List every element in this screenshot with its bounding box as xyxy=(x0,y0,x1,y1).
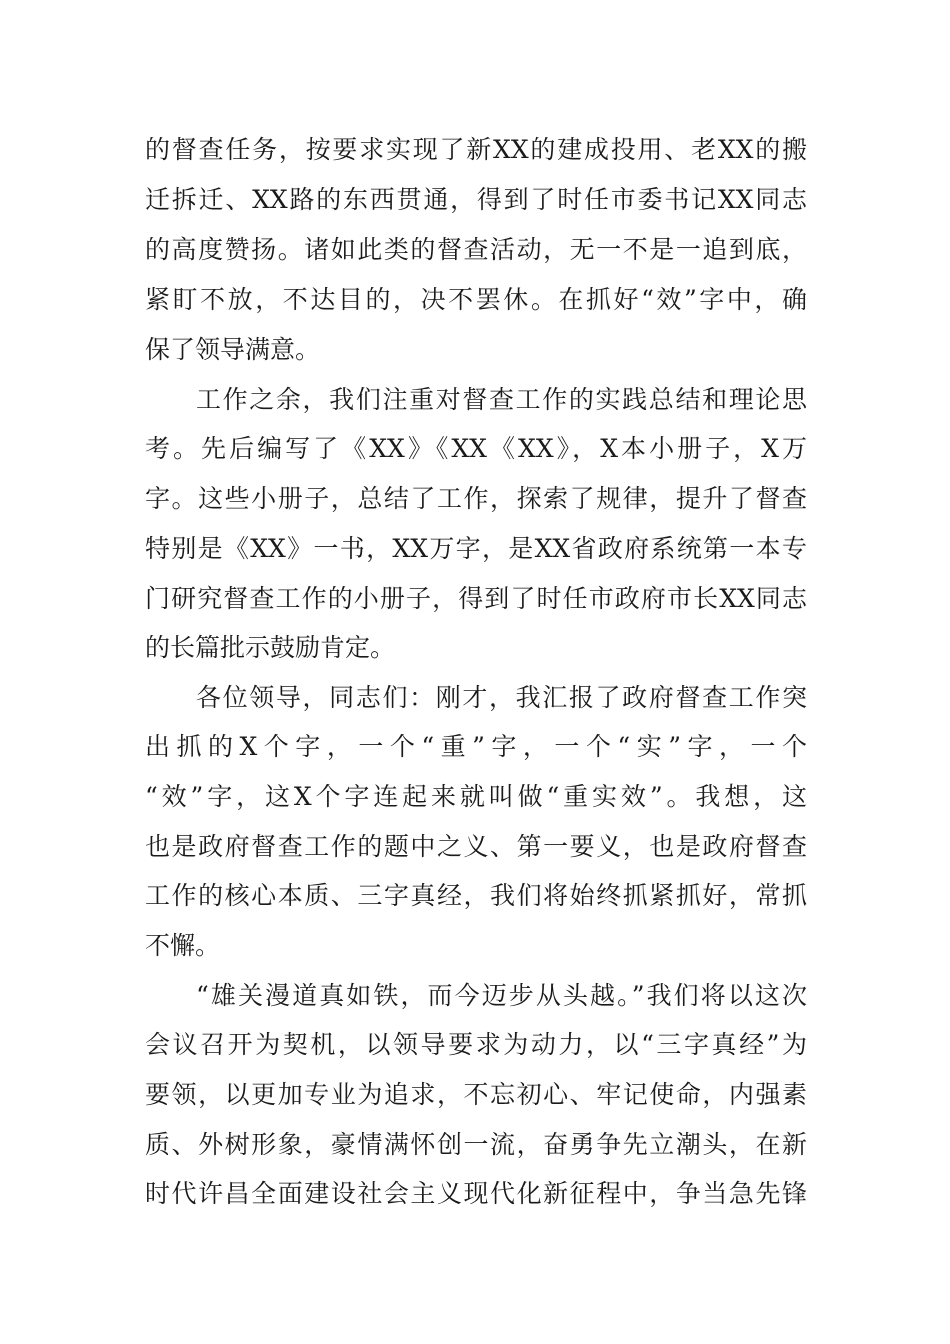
text-line: 紧盯不放，不达目的，决不罢休。在抓好“效”字中，确 xyxy=(145,285,807,314)
text-line: 出抓的X个字，一个“重”字，一个“实”字，一个 xyxy=(145,732,807,761)
text-line: 保了领导满意。 xyxy=(145,335,321,364)
text-line: 质、外树形象，豪情满怀创一流，奋勇争先立潮头，在新 xyxy=(145,1130,807,1159)
paragraph-first-line: 各位领导，同志们：刚才，我汇报了政府督查工作突 xyxy=(196,683,807,712)
text-line: 特别是《XX》一书，XX万字，是XX省政府系统第一本专 xyxy=(145,534,807,563)
text-line: 迁拆迁、XX路的东西贯通，得到了时任市委书记XX同志 xyxy=(145,185,807,214)
text-line: “效”字，这X个字连起来就叫做“重实效”。我想，这 xyxy=(145,782,807,811)
paragraph-first-line: 工作之余，我们注重对督查工作的实践总结和理论思 xyxy=(196,385,807,414)
text-line: 门研究督查工作的小册子，得到了时任市政府市长XX同志 xyxy=(145,584,807,613)
text-line: 字。这些小册子，总结了工作，探索了规律，提升了督查 xyxy=(145,484,807,513)
text-line: 会议召开为契机，以领导要求为动力，以“三字真经”为 xyxy=(145,1030,807,1059)
text-line: 的长篇批示鼓励肯定。 xyxy=(145,633,396,662)
text-line: 要领，以更加专业为追求，不忘初心、牢记使命，内强素 xyxy=(145,1080,807,1109)
text-line: 不懈。 xyxy=(145,931,221,960)
text-line: 考。先后编写了《XX》《XX《XX》，X本小册子，X万 xyxy=(145,434,807,463)
text-line: 的高度赞扬。诸如此类的督查活动，无一不是一追到底， xyxy=(145,235,807,264)
text-line: 时代许昌全面建设社会主义现代化新征程中，争当急先锋 xyxy=(145,1179,807,1208)
text-line: 工作的核心本质、三字真经，我们将始终抓紧抓好，常抓 xyxy=(145,881,807,910)
text-line: 的督查任务，按要求实现了新XX的建成投用、老XX的搬 xyxy=(145,135,807,164)
text-line: 也是政府督查工作的题中之义、第一要义，也是政府督查 xyxy=(145,832,807,861)
paragraph-first-line: “雄关漫道真如铁，而今迈步从头越。”我们将以这次 xyxy=(196,981,807,1010)
